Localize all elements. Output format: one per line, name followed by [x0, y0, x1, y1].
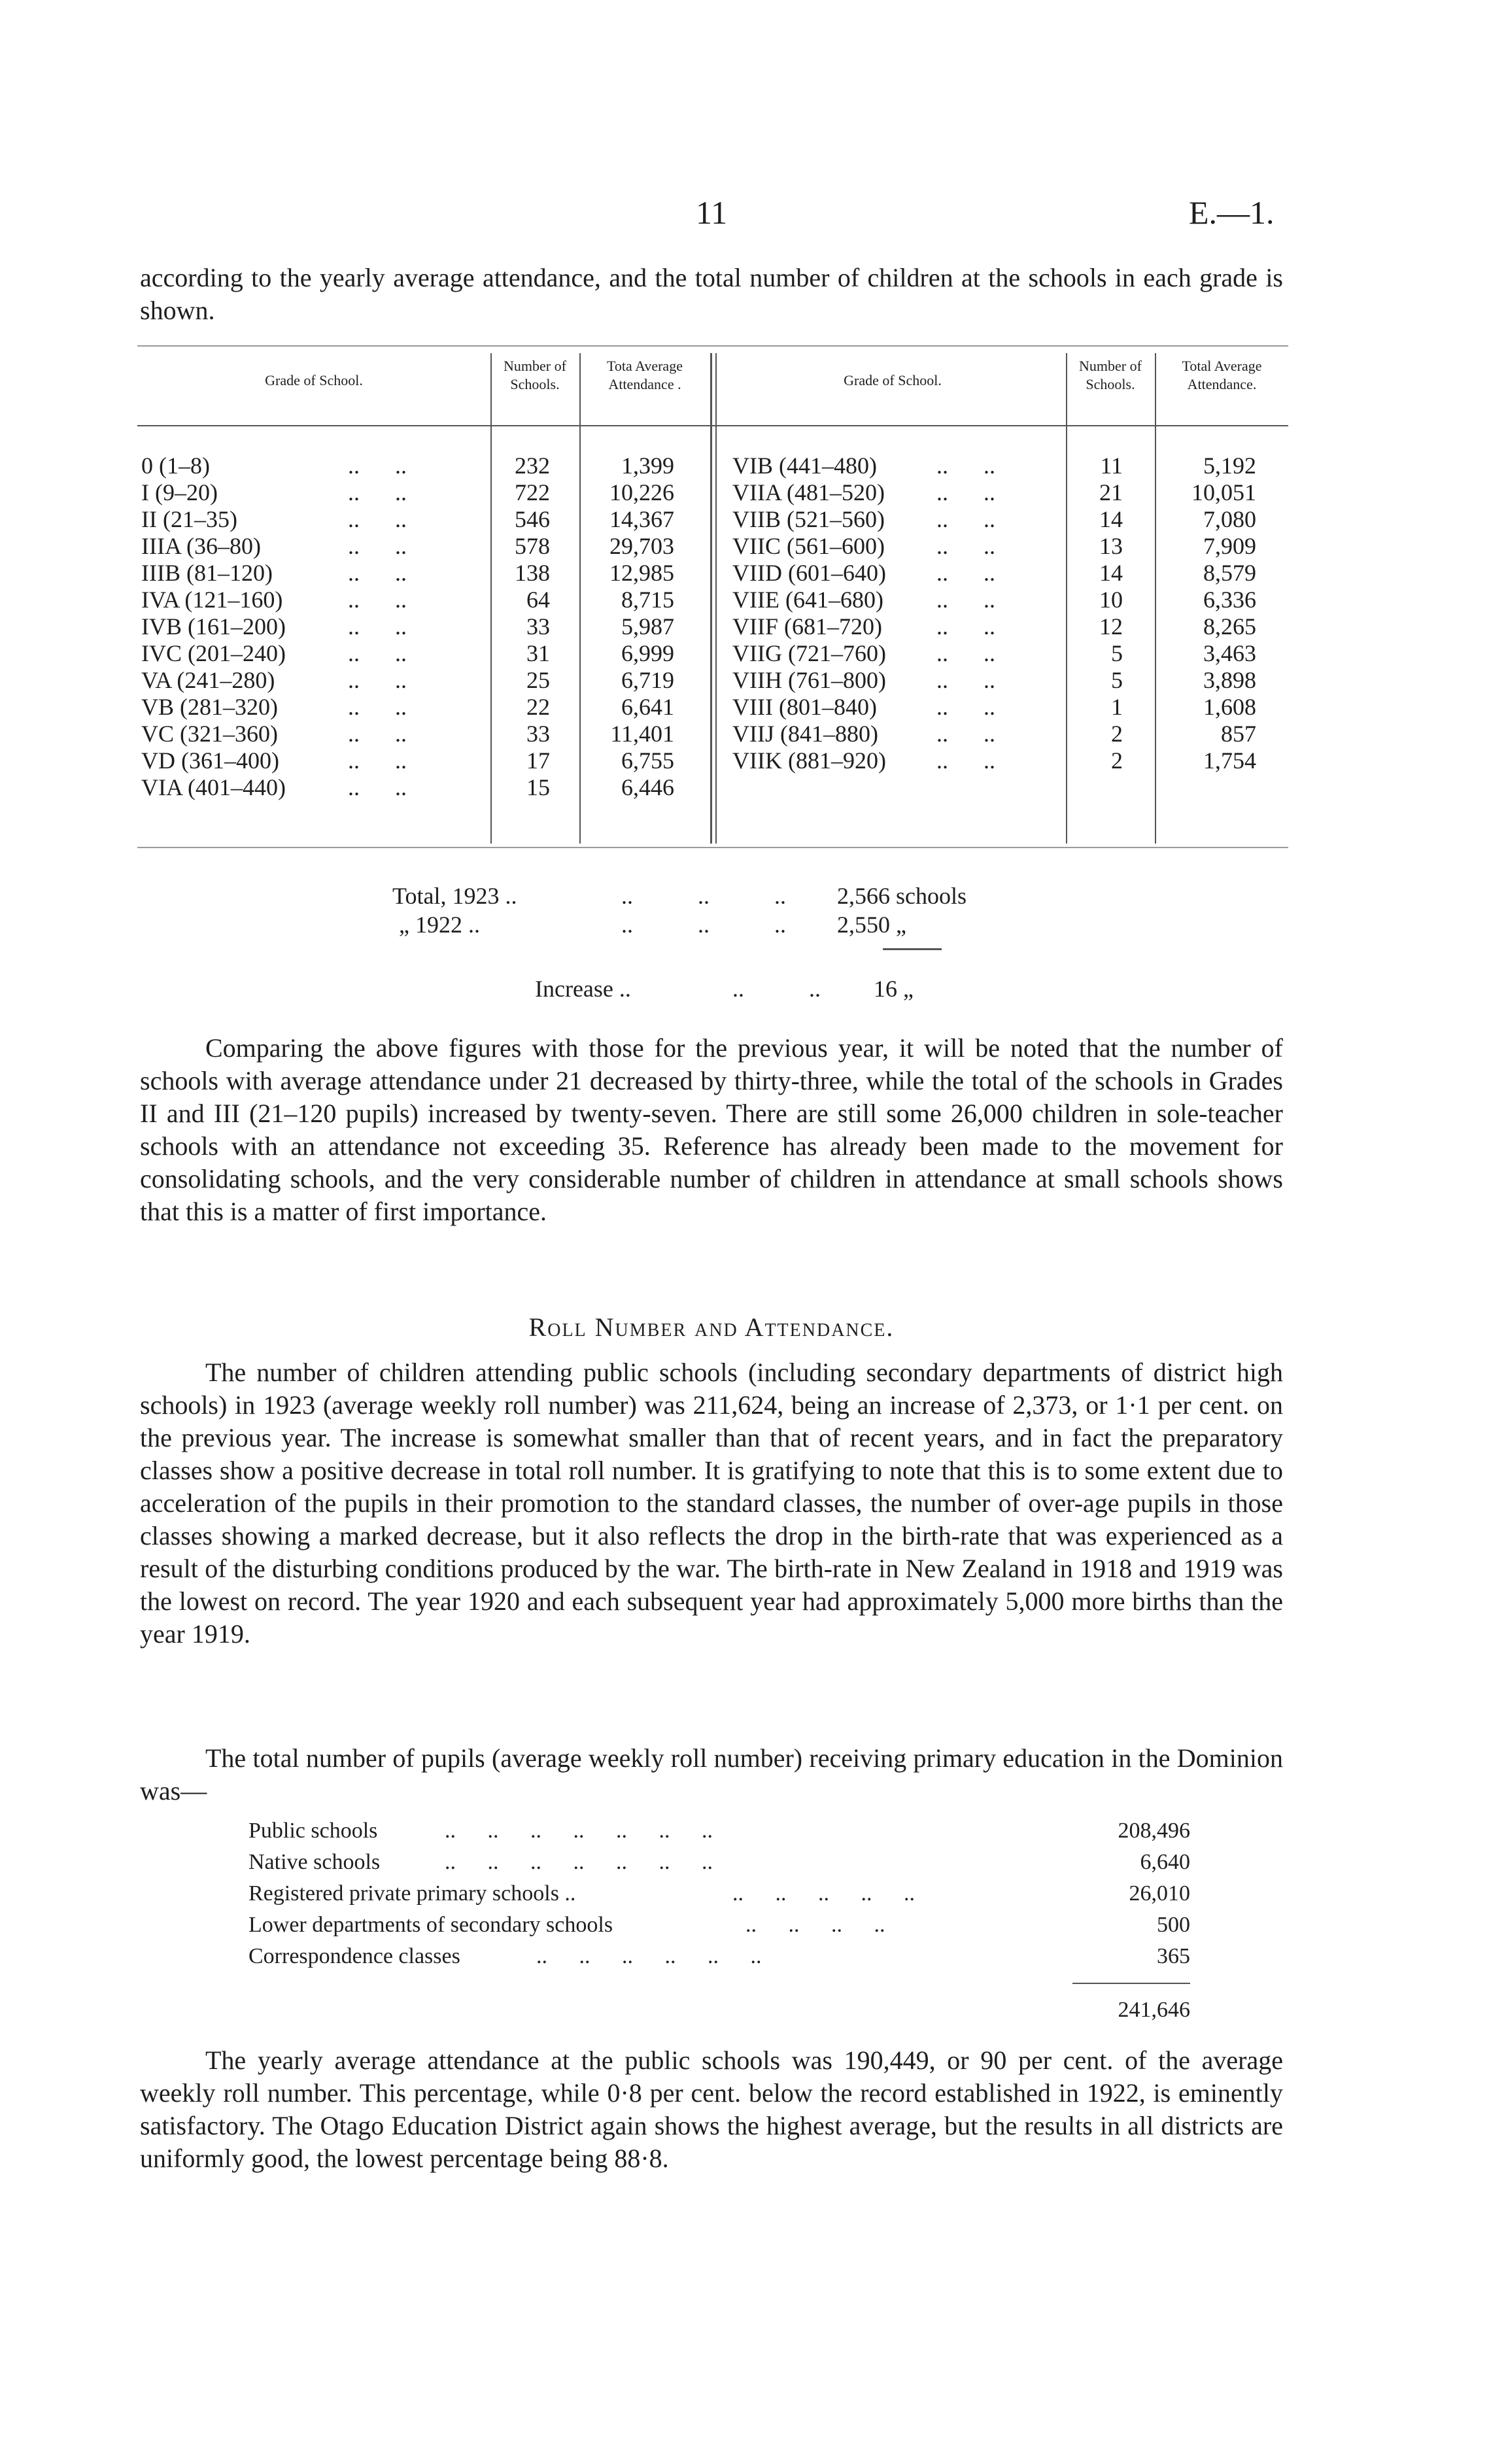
- list-item: [248, 1941, 1190, 1972]
- table-row: [137, 479, 713, 506]
- list-value: 6,640: [1140, 1850, 1190, 1874]
- grade-cell: VD (361–400): [141, 747, 279, 774]
- pupil-list: [248, 1815, 1190, 2038]
- list-label: Native schools: [248, 1850, 381, 1874]
- schools-cell: 11: [1100, 453, 1123, 479]
- increase-label: Increase ..: [535, 976, 631, 1002]
- attendance-cell: 6,755: [621, 747, 674, 774]
- table-row: [719, 613, 1288, 640]
- dots: .. ..: [936, 533, 995, 559]
- list-dots: .. .. .. .. .. ..: [536, 1944, 762, 1968]
- list-value: 500: [1157, 1913, 1190, 1937]
- table-row: [137, 533, 713, 560]
- totals-block: [0, 876, 1506, 1020]
- grade-cell: VIIJ (841–880): [732, 721, 878, 747]
- dots: .. ..: [348, 640, 407, 666]
- dots: .. ..: [348, 533, 407, 559]
- schools-cell: 1: [1111, 694, 1123, 720]
- table-row: [719, 694, 1288, 721]
- table-row: [137, 640, 713, 667]
- dots: .. ..: [348, 479, 407, 505]
- schools-cell: 2: [1111, 747, 1123, 774]
- table-bottom-rule: [137, 847, 1288, 848]
- table-row: [719, 453, 1288, 479]
- list-label: Public schools: [248, 1819, 378, 1843]
- grade-cell: VIIB (521–560): [732, 506, 885, 532]
- header-grade-left: Grade of School.: [265, 372, 363, 388]
- attendance-cell: 857: [1221, 721, 1256, 747]
- attendance-cell: 8,579: [1203, 560, 1256, 586]
- schools-cell: 138: [515, 560, 550, 586]
- dots: .. ..: [936, 667, 995, 693]
- attendance-cell: 1,399: [621, 453, 674, 479]
- attendance-cell: 6,336: [1203, 587, 1256, 613]
- schools-cell: 5: [1111, 640, 1123, 666]
- page-number: 11: [696, 194, 728, 231]
- header-attendance-right: Total Average Attendance.: [1182, 358, 1262, 392]
- schools-cell: 14: [1099, 560, 1123, 586]
- table-row: [719, 721, 1288, 747]
- list-label: Lower departments of secondary schools: [248, 1913, 613, 1937]
- grade-cell: VA (241–280): [141, 667, 275, 693]
- grade-cell: VIIA (481–520): [732, 479, 885, 505]
- total-1922-label: „ 1922 ..: [399, 912, 480, 938]
- increase-dots: .. ..: [732, 976, 821, 1002]
- paragraph-yearly-attendance: The yearly average attendance at the public schools was 190,449, or 90 per cent. of the average weekly roll number. This percentage, while 0·8 per cent. below the record established in 1922, is eminently satisfactory. The Otago Education District again shows the highest average, but the results in all districts are uniformly good, the lowest percentage being 88·8.: [140, 2045, 1283, 2173]
- total-1923-value: 2,566 schools: [837, 883, 967, 909]
- grade-cell: IIIA (36–80): [141, 533, 261, 559]
- table-row: [137, 721, 713, 747]
- grade-cell: VIIH (761–800): [732, 667, 886, 693]
- list-dots: .. .. .. .. ..: [732, 1881, 915, 1906]
- attendance-cell: 6,641: [621, 694, 674, 720]
- grade-cell: IVA (121–160): [141, 587, 283, 613]
- grade-cell: VIID (601–640): [732, 560, 886, 586]
- attendance-cell: 5,987: [621, 613, 674, 640]
- dots: .. ..: [348, 747, 407, 774]
- attendance-cell: 6,719: [621, 667, 674, 693]
- schools-cell: 10: [1099, 587, 1123, 613]
- list-dots: .. .. .. ..: [745, 1913, 885, 1937]
- header-number-right: Number of Schools.: [1079, 358, 1142, 392]
- schools-cell: 722: [515, 479, 550, 505]
- attendance-cell: 8,265: [1203, 613, 1256, 640]
- schools-cell: 15: [526, 774, 550, 800]
- dots: .. ..: [936, 506, 995, 532]
- paragraph-roll-number: The number of children attending public schools (including secondary departments of district high schools) in 1923 (average weekly roll number) was 211,624, being an increase of 2,373, or 1·1 per cent. on the previous year. The increase is somewhat smaller than that of recent years, and in fact the preparatory classes show a positive decrease in total roll number. It is gratifying to note that this is to some extent due to acceleration of the pupils in their promotion to the standard classes, the number of over-age pupils in those classes showing a marked decrease, but it also reflects the drop in the birth-rate that was experienced as a result of the disturbing conditions produced by the war. The birth-rate in New Zealand in 1918 and 1919 was the lowest on record. The year 1920 and each subsequent year had approximately 5,000 more births than the year 1919.: [140, 1358, 1283, 1649]
- total-1923-label: Total, 1923 ..: [392, 883, 517, 909]
- grade-cell: IIIB (81–120): [141, 560, 273, 586]
- dots: .. ..: [348, 613, 407, 640]
- schools-cell: 22: [526, 694, 550, 720]
- header-number-left: Number of Schools.: [504, 358, 566, 392]
- list-total: 241,646: [1118, 1998, 1190, 2022]
- grade-cell: VIIK (881–920): [732, 747, 886, 774]
- grade-cell: II (21–35): [141, 506, 237, 532]
- schools-cell: 64: [526, 587, 550, 613]
- attendance-cell: 7,080: [1203, 506, 1256, 532]
- table-row: [719, 560, 1288, 587]
- list-item: [248, 1847, 1190, 1878]
- list-label: Registered private primary schools ..: [248, 1881, 576, 1906]
- list-value: 365: [1157, 1944, 1190, 1968]
- attendance-cell: 8,715: [621, 587, 674, 613]
- dots: .. ..: [936, 587, 995, 613]
- table-row: [137, 667, 713, 694]
- table-row: [137, 560, 713, 587]
- dots: .. ..: [348, 506, 407, 532]
- total-1923-dots: .. .. ..: [621, 883, 786, 909]
- attendance-cell: 5,192: [1203, 453, 1256, 479]
- schools-cell: 546: [515, 506, 550, 532]
- col-divider-3b: [715, 353, 717, 844]
- schools-cell: 578: [515, 533, 550, 559]
- table-row: [137, 506, 713, 533]
- paragraph-total-pupils: The total number of pupils (average weekly roll number) receiving primary education in the Dominion was—: [140, 1743, 1283, 1805]
- table-row: [137, 694, 713, 721]
- list-item: [248, 1909, 1190, 1941]
- table-row: [137, 774, 713, 801]
- grade-cell: VC (321–360): [141, 721, 278, 747]
- attendance-cell: 29,703: [609, 533, 674, 559]
- header-attendance-left: Tota Average Attendance .: [607, 358, 683, 392]
- list-value: 26,010: [1129, 1881, 1190, 1906]
- dots: .. ..: [348, 694, 407, 720]
- table-header-rule: [137, 425, 1288, 426]
- schools-cell: 17: [526, 747, 550, 774]
- table-top-rule: [137, 345, 1288, 347]
- dots: .. ..: [348, 453, 407, 479]
- list-item: [248, 1815, 1190, 1847]
- schools-cell: 33: [526, 721, 550, 747]
- totals-rule: [883, 948, 942, 950]
- list-dots: .. .. .. .. .. .. ..: [445, 1850, 713, 1874]
- document-reference: E.—1.: [1189, 194, 1275, 231]
- dots: .. ..: [936, 453, 995, 479]
- table-row: [719, 640, 1288, 667]
- attendance-cell: 1,608: [1203, 694, 1256, 720]
- schools-cell: 31: [526, 640, 550, 666]
- list-label: Correspondence classes: [248, 1944, 460, 1968]
- schools-cell: 12: [1099, 613, 1123, 640]
- attendance-cell: 3,463: [1203, 640, 1256, 666]
- schools-cell: 5: [1111, 667, 1123, 693]
- dots: .. ..: [348, 667, 407, 693]
- schools-cell: 25: [526, 667, 550, 693]
- dots: .. ..: [936, 747, 995, 774]
- grade-cell: VB (281–320): [141, 694, 278, 720]
- paragraph-comparing: Comparing the above figures with those for the previous year, it will be noted that the number of schools with average attendance under 21 decreased by thirty-three, while the total of the schools in Grades II and III (21–120 pupils) increased by twenty-seven. There are still some 26,000 children in sole-teacher schools with an attendance not exceeding 35. Reference has already been made to the movement for consolidating schools, and the very considerable number of children in attendance at small schools shows that this is a matter of first importance.: [140, 1033, 1283, 1226]
- list-dots: .. .. .. .. .. .. ..: [445, 1819, 713, 1843]
- schools-cell: 33: [526, 613, 550, 640]
- intro-text: according to the yearly average attendance, and the total number of children at the schools in each grade is shown.: [140, 263, 1283, 325]
- dots: .. ..: [936, 640, 995, 666]
- header-grade-right: Grade of School.: [844, 372, 942, 388]
- grade-cell: VIIF (681–720): [732, 613, 882, 640]
- grade-cell: IVB (161–200): [141, 613, 286, 640]
- table-row: [719, 479, 1288, 506]
- list-total-rule: [1072, 1983, 1190, 1984]
- increase-value: 16 „: [874, 976, 914, 1002]
- schools-cell: 14: [1099, 506, 1123, 532]
- table-row: [719, 506, 1288, 533]
- table-row: [719, 587, 1288, 613]
- attendance-cell: 6,999: [621, 640, 674, 666]
- dots: .. ..: [348, 587, 407, 613]
- attendance-cell: 1,754: [1203, 747, 1256, 774]
- table-row: [719, 747, 1288, 774]
- grade-cell: IVC (201–240): [141, 640, 286, 666]
- schools-cell: 2: [1111, 721, 1123, 747]
- table-row: [137, 613, 713, 640]
- table-row: [137, 453, 713, 479]
- dots: .. ..: [348, 774, 407, 800]
- dots: .. ..: [348, 721, 407, 747]
- table-row: [719, 533, 1288, 560]
- grade-cell: I (9–20): [141, 479, 218, 505]
- dots: .. ..: [936, 721, 995, 747]
- dots: .. ..: [936, 613, 995, 640]
- attendance-cell: 14,367: [609, 506, 674, 532]
- dots: .. ..: [936, 560, 995, 586]
- attendance-cell: 7,909: [1203, 533, 1256, 559]
- attendance-cell: 6,446: [621, 774, 674, 800]
- schools-cell: 232: [515, 453, 550, 479]
- table-row: [137, 587, 713, 613]
- dots: .. ..: [936, 694, 995, 720]
- total-1922-dots: .. .. ..: [621, 912, 786, 938]
- attendance-cell: 11,401: [610, 721, 674, 747]
- attendance-cell: 3,898: [1203, 667, 1256, 693]
- table-row: [719, 667, 1288, 694]
- attendance-cell: 12,985: [609, 560, 674, 586]
- schools-cell: 21: [1099, 479, 1123, 505]
- section-heading: Roll Number and Attendance.: [528, 1312, 895, 1342]
- table-row: [137, 747, 713, 774]
- grade-cell: 0 (1–8): [141, 453, 210, 479]
- list-item: [248, 1878, 1190, 1909]
- schools-cell: 13: [1099, 533, 1123, 559]
- grade-cell: VIII (801–840): [732, 694, 877, 720]
- grade-table: [137, 340, 1288, 863]
- grade-cell: VIIE (641–680): [732, 587, 883, 613]
- grade-cell: VIIC (561–600): [732, 533, 885, 559]
- attendance-cell: 10,051: [1191, 479, 1256, 505]
- grade-cell: VIA (401–440): [141, 774, 286, 800]
- total-1922-value: 2,550 „: [837, 912, 906, 938]
- grade-cell: VIB (441–480): [732, 453, 877, 479]
- list-value: 208,496: [1118, 1819, 1190, 1843]
- attendance-cell: 10,226: [609, 479, 674, 505]
- dots: .. ..: [348, 560, 407, 586]
- grade-cell: VIIG (721–760): [732, 640, 886, 666]
- dots: .. ..: [936, 479, 995, 505]
